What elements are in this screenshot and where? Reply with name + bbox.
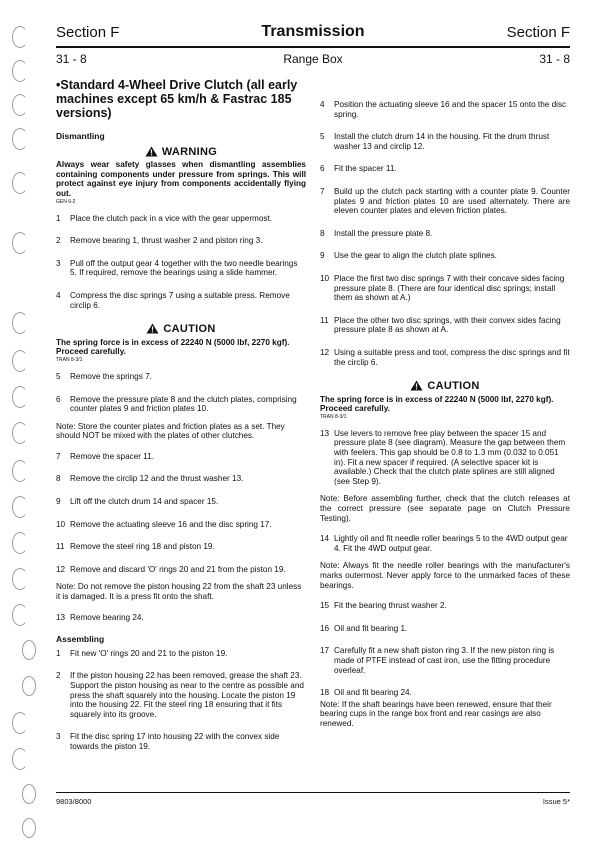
binder-hole: [12, 532, 28, 554]
step-item: 6 Remove the pressure plate 8 and the clutch plates, comprising counter plates 9 and friction plates 10.: [56, 394, 297, 414]
page-subtitle: Range Box: [283, 52, 343, 66]
section-label-left: Section F: [56, 24, 120, 41]
caution-ref: TRAN 8-3/1: [320, 413, 347, 420]
binder-hole: [12, 496, 28, 518]
page-number-right: 31 - 8: [539, 52, 570, 66]
step-item: 16 Oil and fit bearing 1.: [320, 623, 408, 633]
note: Note: Before assembling further, check that the clutch releases at the correct pressure (see separate page on Clutch Pressure Testing).: [320, 494, 570, 523]
binder-margin: [0, 0, 48, 845]
step-item: 10 Remove the actuating sleeve 16 and the disc spring 17.: [56, 519, 272, 529]
document-code: 9803/8000: [56, 797, 92, 806]
step-item: 11 Place the other two disc springs, with their convex sides facing pressure plate 8 as shown at A.: [320, 315, 561, 335]
header-rule: [56, 46, 570, 48]
binder-hole: [12, 350, 28, 372]
binder-hole: [12, 712, 28, 734]
dismantling-heading: Dismantling: [56, 131, 105, 141]
binder-hole: [22, 818, 36, 838]
step-item: 15 Fit the bearing thrust washer 2.: [320, 601, 447, 611]
binder-hole: [12, 386, 28, 408]
step-item: 5 Install the clutch drum 14 in the housing. Fit the drum thrust washer 13 and circlip 12.: [320, 132, 550, 151]
step-item: 7 Remove the spacer 11.: [56, 451, 155, 461]
binder-hole: [12, 60, 28, 82]
binder-hole: [12, 232, 28, 254]
step-item: 18 Oil and fit bearing 24.: [320, 688, 412, 698]
dismantling-steps: [56, 214, 306, 311]
caution-triangle-icon: [146, 323, 159, 334]
left-column: [56, 78, 306, 765]
binder-hole: [12, 26, 28, 48]
step-item: 13 Remove bearing 24.: [56, 612, 144, 622]
step-item: 9 Use the gear to align the clutch plate splines.: [320, 251, 497, 261]
binder-hole: [12, 422, 28, 444]
assembling-heading: Assembling: [56, 634, 105, 645]
binder-hole: [12, 94, 28, 116]
step-item: 1 Fit new 'O' rings 20 and 21 to the piston 19.: [56, 648, 228, 658]
step-item: 1 Place the clutch pack in a vice with the gear uppermost.: [56, 213, 273, 223]
step-item: 12 Using a suitable press and tool, compress the disc springs and fit the circlip 6.: [320, 347, 570, 367]
page-number-left: 31 - 8: [56, 52, 87, 66]
page-subheader: [56, 52, 570, 68]
step-item: 14 Lightly oil and fit needle roller bearings 5 to the 4WD output gear 4. Fit the 4WD output gear.: [320, 534, 568, 553]
binder-hole: [12, 460, 28, 482]
page-title: Transmission: [261, 23, 365, 40]
binder-hole: [12, 128, 28, 150]
warning-triangle-icon: [145, 146, 158, 157]
caution-text: The spring force is in excess of 22240 N (5000 lbf, 2270 kgf). Proceed carefully.: [320, 394, 554, 414]
step-item: 2 If the piston housing 22 has been removed, grease the shaft 23. Support the piston housing as near to the centre as possible and press the shaft squarely into the housing. Locate the piston 19 into the housing 22. Fit the steel ring 18 ensuring that it fits squarely into its groove.: [56, 671, 304, 719]
step-item: 9 Lift off the clutch drum 14 and spacer 15.: [56, 497, 219, 507]
warning-text: Always wear safety glasses when dismantling assemblies containing components under pressure from springs. This will protect against eye injury from components accidentally flying out.: [56, 160, 306, 198]
right-column: [320, 100, 570, 740]
binder-hole: [12, 312, 28, 334]
step-item: 6 Fit the spacer 11.: [320, 164, 397, 174]
step-item: 5 Remove the springs 7.: [56, 371, 152, 381]
step-item: 17 Carefully fit a new shaft piston ring 3. If the new piston ring is made of PTFE instead of cast iron, use the fitting procedure overleaf.: [320, 646, 555, 675]
step-item: 13 Use levers to remove free play between the spacer 15 and pressure plate 8 (see diagram). Measure the gap between them with feelers. This gap should be 0.8 to 1.3 mm (0.032 to 0.051 in). Fit a new spacer if required. (A selective spacer kit is available.) Check that the clutch plate splines are still aligned (see Step 9).: [320, 428, 566, 486]
note: Note: Do not remove the piston housing 22 from the shaft 23 unless it is damaged. It is a press fit onto the shaft.: [56, 582, 302, 602]
binder-hole: [22, 784, 36, 804]
binder-hole: [12, 172, 28, 194]
binder-hole: [22, 640, 36, 660]
caution-ref: TRAN 8-3/1: [56, 356, 83, 363]
issue-label: Issue 5*: [542, 797, 570, 806]
binder-hole: [12, 748, 28, 770]
caution-heading: CAUTION: [320, 380, 570, 392]
warning-ref: GEN 6-2: [56, 198, 76, 205]
binder-hole: [12, 568, 28, 590]
step-item: 11 Remove the steel ring 18 and piston 19.: [56, 542, 215, 552]
page-header: [56, 24, 570, 46]
note: Note: Store the counter plates and friction plates as a set. They should NOT be mixed with the plates of other clutches.: [56, 421, 285, 441]
binder-hole: [12, 604, 28, 626]
step-item: 12 Remove and discard 'O' rings 20 and 21 from the piston 19.: [56, 564, 286, 574]
section-label-right: Section F: [506, 24, 570, 41]
step-item: 4 Compress the disc springs 7 using a suitable press. Remove circlip 6.: [56, 290, 290, 310]
step-item: 8 Install the pressure plate 8.: [320, 228, 433, 238]
binder-hole: [22, 676, 36, 696]
step-item: 10 Place the first two disc springs 7 with their concave sides facing pressure plate 8. (There are four identical disc springs; install them as shown at A.): [320, 273, 565, 303]
step-item: 7 Build up the clutch pack starting with a counter plate 9. Counter plates 9 and friction plates 10 are used alternately. There are eleven counter plates and eleven friction plates.: [320, 186, 570, 216]
step-item: 8 Remove the circlip 12 and the thrust washer 13.: [56, 474, 244, 484]
step-item: 4 Position the actuating sleeve 16 and the spacer 15 onto the disc spring.: [320, 100, 567, 119]
step-item: 3 Pull off the output gear 4 together with the two needle bearings 5. If required, remove the bearings using a slide hammer.: [56, 258, 298, 278]
warning-heading: WARNING: [56, 146, 306, 158]
caution-triangle-icon: [410, 380, 423, 391]
caution-text: The spring force is in excess of 22240 N (5000 lbf, 2270 kgf). Proceed carefully.: [56, 337, 290, 357]
caution-heading: CAUTION: [56, 323, 306, 335]
section-title: •Standard 4-Wheel Drive Clutch (all early machines except 65 km/h & Fastrac 185 versions): [56, 78, 298, 120]
note: Note: If the shaft bearings have been renewed, ensure that their bearing cups in the range box front and rear casings are also renewed.: [320, 699, 552, 728]
note: Note: Always fit the needle roller bearings with the manufacturer's marks outermost. Never apply force to the unmarked faces of these bearings.: [320, 561, 570, 590]
step-item: 3 Fit the disc spring 17 into housing 22 with the convex side towards the piston 19.: [56, 732, 280, 751]
step-item: 2 Remove bearing 1, thrust washer 2 and piston ring 3.: [56, 236, 263, 246]
footer-rule: [56, 792, 570, 793]
